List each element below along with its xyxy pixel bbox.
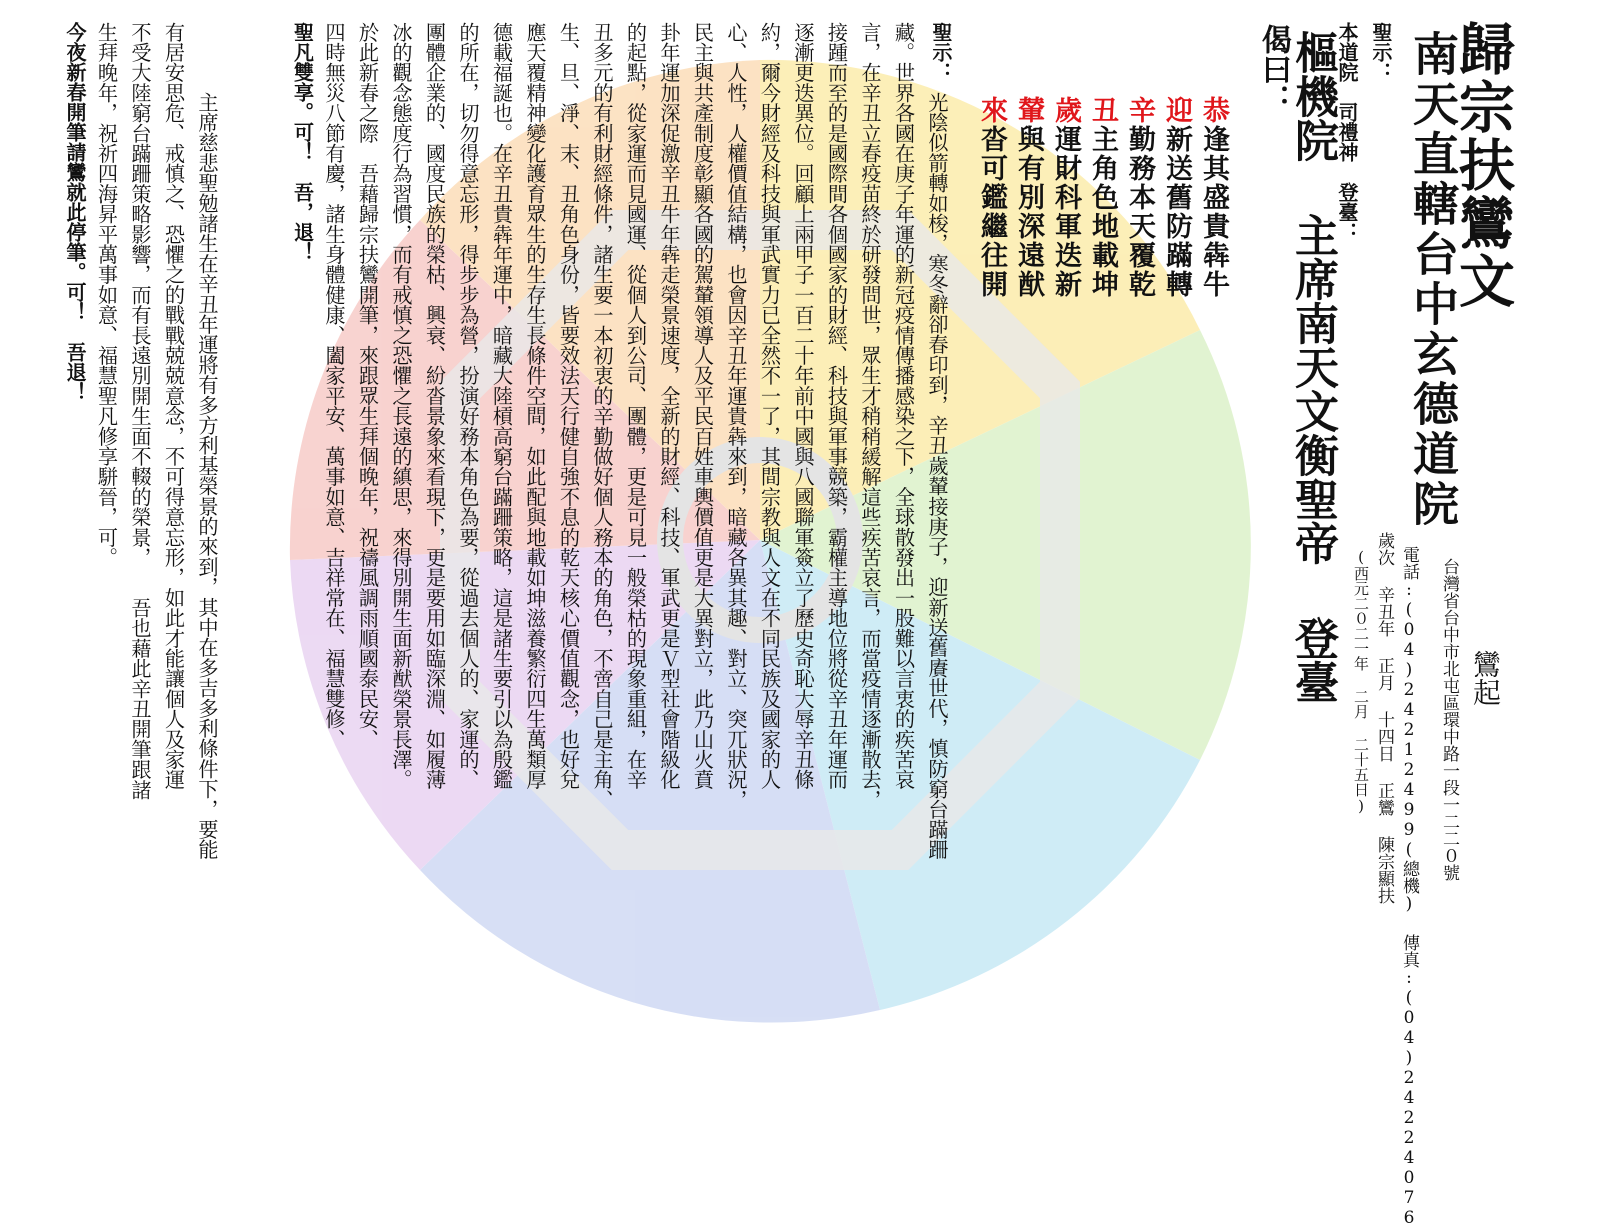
- poem-line: [974, 96, 1008, 299]
- doc-title-main: 南天直轄台中玄德道院: [1406, 30, 1460, 530]
- poem-highlight-char: 歲: [1050, 96, 1081, 125]
- message2-label: 聖示：: [1369, 22, 1393, 82]
- poem-line-text: 主角色地載坤: [1087, 125, 1118, 299]
- message1-column: 民主與共產制度彰顯各國的駕輦領導人及平民百姓車輿價值更是大異對立，此乃山火賁: [690, 22, 715, 790]
- message2-speaker: 本道院 司禮神 登臺：: [1335, 22, 1359, 242]
- message1-column: 光陰似箭轉如梭，寒冬辭卻春印到，辛丑歲輦接庚子，迎新送舊賡世代，慎防窮台蹣跚: [925, 92, 949, 860]
- message2-column: 今夜新春開筆請鸞就此停筆。可！ 吾退！: [63, 22, 87, 402]
- message1-column: 接踵而至的是國際間各個國家的財經、科技與軍事競築，霸權主導地位將從辛丑年運而: [824, 22, 849, 790]
- message1-column: 應天覆精神變化護育眾生的生存生長條件空間，如此配與地載如坤滋養繁衍四生萬類厚: [523, 22, 547, 790]
- message1-column: 四時無災八節有慶，諸生身體健康、闔家平安、萬事如意、吉祥常在、福慧雙修、: [322, 22, 346, 750]
- poem-highlight-char: 辛: [1124, 96, 1155, 125]
- doc-title-top: 歸宗扶鸞文: [1450, 20, 1516, 310]
- message1-column: 團體企業的、國度民族的榮枯、興衰、紛沓景象來看現下，更是要用如臨深淵、如履薄: [422, 22, 447, 790]
- jie-label: 偈曰：: [1256, 24, 1291, 114]
- poem-line-text: 勤務本天覆乾: [1124, 125, 1155, 299]
- presenter-line: 樞機院 主席南天文衡聖帝 登臺: [1287, 30, 1338, 704]
- poem-line: [1159, 96, 1193, 299]
- message1-column: 約，爾今財經及科技與軍武實力已全然不一了，其間宗教與人文在不同民族及國家的人: [757, 22, 782, 790]
- poem-line-text: 新送舊防蹣轉: [1161, 125, 1192, 299]
- date-western: (西元二０二一年 二月 二十五日): [1352, 548, 1370, 815]
- message2-column: 不受大陸窮台蹣跚策略影響，而有長遠別開生面不輟的榮景， 吾也藉此辛丑開筆跟諸: [128, 22, 152, 800]
- message1-column: 聖凡雙享。可！ 吾，退！: [290, 22, 315, 262]
- poem-line: [1011, 96, 1045, 299]
- message2-column: 主席慈悲聖勉諸生在辛丑年運將有多方利基榮景的來到，其中在多吉多利條件下，要能: [195, 92, 219, 860]
- message2-column: 生拜晚年，祝祈四海昇平萬事如意、福慧聖凡修享駢晉，可。: [94, 22, 119, 568]
- poem-highlight-char: 來: [976, 96, 1007, 125]
- poem-line: [1122, 96, 1156, 299]
- message1-column: 德載福誕也。在辛丑貴犇年運中，暗藏大陸槓高窮台蹣跚策略，這是諸生要引以為殷鑑: [489, 22, 514, 790]
- address: 台灣省台中市北屯區環中路一段一二二０號: [1439, 558, 1459, 881]
- message1-column: 於此新春之際 吾藉歸宗扶鸞開筆，來跟眾生拜個晚年，祝禱風調雨順國泰民安、: [355, 22, 380, 750]
- message1-column: 卦年運加深促激辛丑牛年犇走榮景速度，全新的財經、科技、軍武更是Ｖ型社會階級化: [657, 22, 681, 790]
- message1-column: 逐漸更迭異位。回顧上兩甲子一百二十年前中國與八國聯軍簽立了歷史奇恥大辱辛丑條: [791, 22, 815, 790]
- poem-line: [1048, 96, 1082, 299]
- poem-highlight-char: 輦: [1013, 96, 1044, 125]
- poem-line-text: 與有別深遠猷: [1013, 125, 1044, 299]
- message1-column: 丑多元的有利財經條件，諸生要一本初衷的辛勤做好個人務本的角色，不啻自己是主角、: [590, 22, 614, 810]
- poem-line-text: 運財科軍迭新: [1050, 125, 1081, 299]
- poem-line-text: 逢其盛貴犇牛: [1198, 125, 1229, 299]
- poem-line-text: 沓可鑑繼往開: [976, 125, 1007, 299]
- message1-column: 的起點，從家運而見國運、從個人到公司、團體，更是可見一般榮枯的現象重組，在辛: [623, 22, 648, 790]
- message1-column: 言，在辛丑立春疫苗終於研發問世，眾生才稍稍緩解這些疾苦哀言，而當疫情逐漸散去，: [858, 22, 882, 810]
- message1-column: 冰的觀念態度行為習慣，而有戒慎之恐懼之長遠的縝思，來得別開生面新猷榮景長澤。: [389, 22, 413, 790]
- poem-highlight-char: 恭: [1198, 96, 1229, 125]
- poem-line: [1196, 96, 1230, 299]
- poem-highlight-char: 迎: [1161, 96, 1192, 125]
- poem-line: [1085, 96, 1119, 299]
- date-line: 歲次 辛丑年 正月 十四日 正鸞 陳宗顯扶: [1374, 532, 1394, 904]
- poem-highlight-char: 丑: [1087, 96, 1118, 125]
- phone-fax: 電話:(04)24212499(總機) 傳真:(04)24224076: [1399, 546, 1419, 1228]
- message1-column: 的所在，切勿得意忘形，得步步為營，扮演好務本角色為要，從過去個人的、家運的、: [456, 22, 480, 790]
- luan-label: 鸞起: [1469, 650, 1502, 706]
- message1-column: 生、旦、淨、末、丑角色身份，皆要效法天行健自強不息的乾天核心價值觀念，也好兌: [556, 22, 581, 790]
- message1-column: 藏。世界各國在庚子年運的新冠疫情傳播感染之下，全球散發出一股難以言衷的疾苦哀: [891, 22, 916, 790]
- message2-column: 有居安思危、戒慎之、恐懼之的戰戰兢兢意念，不可得意忘形，如此才能讓個人及家運: [161, 22, 186, 790]
- message1-label: 聖示：: [929, 22, 953, 82]
- message1-column: 心、人性，人權價值結構，也會因辛丑年運貴犇來到，暗藏各異其趣、對立、突兀狀況，: [724, 22, 748, 810]
